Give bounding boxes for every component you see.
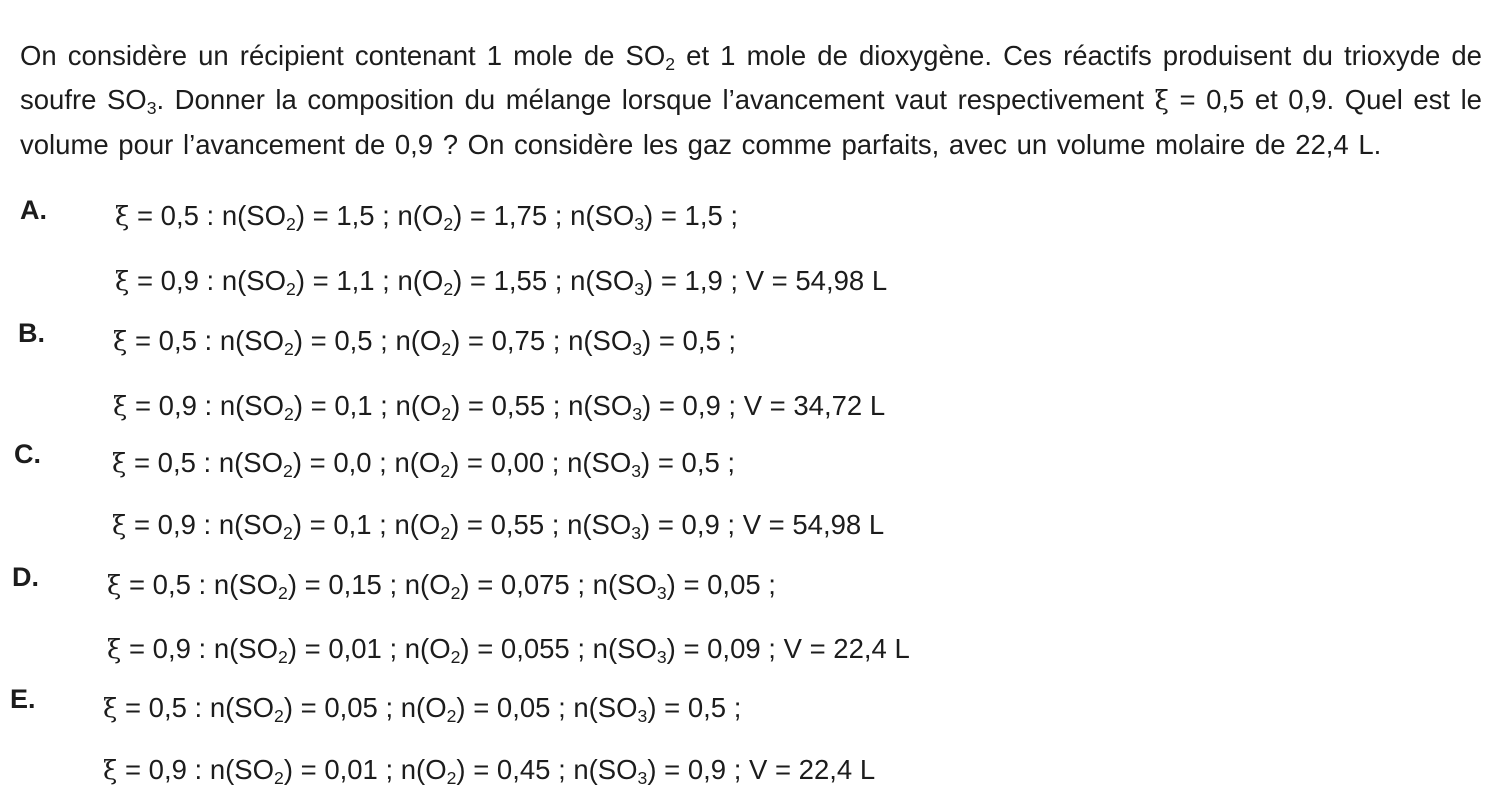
n-so3-value: 1,9 bbox=[684, 265, 723, 296]
so3-subscript: 3 bbox=[637, 705, 648, 726]
equals-sign: = bbox=[121, 569, 153, 600]
xi-symbol: ξ bbox=[1154, 85, 1169, 116]
o2-subscript: 2 bbox=[446, 767, 457, 788]
n-so3-value: 0,05 bbox=[707, 569, 761, 600]
n-o2-label: n(O bbox=[397, 200, 444, 231]
n-o2-value: 0,05 bbox=[496, 692, 551, 723]
so2-subscript: 2 bbox=[665, 53, 676, 74]
so3-subscript: 3 bbox=[656, 646, 667, 667]
option-d-line-2 bbox=[107, 634, 910, 665]
n-so2-label: n(SO bbox=[213, 569, 279, 600]
n-o2-label: n(O bbox=[397, 265, 444, 296]
xi-value: 0,5 bbox=[152, 569, 191, 600]
equals-sign: ) = bbox=[644, 200, 685, 231]
n-so2-label: n(SO bbox=[219, 325, 285, 356]
equals-sign: ) = bbox=[287, 633, 329, 664]
n-o2-label: n(O bbox=[400, 754, 447, 785]
so2-subscript: 2 bbox=[286, 278, 296, 299]
n-so2-value: 0,0 bbox=[333, 447, 372, 478]
so3-subscript: 3 bbox=[634, 278, 645, 299]
so2-subscript: 2 bbox=[284, 338, 294, 359]
xi-symbol: ξ bbox=[107, 571, 122, 601]
line-tail: ; bbox=[719, 447, 736, 478]
equals-sign: ) = bbox=[456, 692, 497, 723]
question-part-2: et 1 mole de dioxygène. Ces réactifs produisent du trioxyde de soufre SO bbox=[20, 39, 1482, 115]
n-o2-label: n(O bbox=[404, 633, 451, 664]
equals-sign: ) = bbox=[644, 265, 685, 296]
colon-separator: : bbox=[190, 569, 214, 600]
separator: ; bbox=[381, 633, 405, 664]
equals-sign: = bbox=[129, 200, 161, 231]
option-e-line-2 bbox=[103, 755, 875, 786]
xi-symbol: ξ bbox=[113, 327, 128, 357]
n-so3-label: n(SO bbox=[592, 633, 657, 664]
separator: ; bbox=[374, 265, 398, 296]
equals-sign: ) = bbox=[647, 754, 688, 785]
colon-separator: : bbox=[196, 390, 220, 421]
xi-symbol: ξ bbox=[113, 392, 128, 422]
equals-sign: ) = bbox=[293, 390, 335, 421]
so3-subscript: 3 bbox=[631, 460, 642, 481]
colon-separator: : bbox=[195, 447, 219, 478]
o2-subscript: 2 bbox=[450, 646, 461, 667]
o2-subscript: 2 bbox=[440, 522, 451, 543]
n-o2-label: n(O bbox=[404, 569, 451, 600]
equals-sign: ) = bbox=[641, 509, 682, 540]
option-e-letter: E. bbox=[10, 684, 36, 714]
equals-sign: ) = bbox=[460, 569, 501, 600]
n-so2-value: 0,1 bbox=[333, 509, 372, 540]
so2-subscript: 2 bbox=[274, 767, 284, 788]
equals-sign: ) = bbox=[451, 390, 492, 421]
n-so3-value: 0,5 bbox=[681, 447, 720, 478]
separator: ; bbox=[545, 390, 569, 421]
o2-subscript: 2 bbox=[443, 213, 454, 234]
o2-subscript: 2 bbox=[446, 705, 457, 726]
line-tail: ; V = 54,98 L bbox=[722, 265, 888, 296]
xi-value: 0,9 bbox=[152, 633, 191, 664]
n-so2-label: n(SO bbox=[219, 390, 285, 421]
option-b-letter: B. bbox=[18, 318, 45, 348]
n-o2-label: n(O bbox=[400, 692, 447, 723]
so2-subscript: 2 bbox=[283, 460, 293, 481]
option-c-line-1 bbox=[112, 448, 735, 479]
xi-symbol: ξ bbox=[112, 449, 127, 479]
n-so3-label: n(SO bbox=[573, 754, 638, 785]
line-tail: ; V = 22,4 L bbox=[760, 633, 910, 664]
separator: ; bbox=[547, 265, 571, 296]
separator: ; bbox=[372, 390, 396, 421]
line-tail: ; V = 34,72 L bbox=[720, 390, 886, 421]
option-a-line-2 bbox=[115, 266, 887, 297]
separator: ; bbox=[544, 509, 568, 540]
n-so3-value: 1,5 bbox=[684, 200, 723, 231]
equals-sign: ) = bbox=[292, 447, 334, 478]
separator: ; bbox=[381, 569, 405, 600]
question-text bbox=[20, 34, 1482, 167]
n-o2-label: n(O bbox=[394, 447, 441, 478]
option-d-line-1 bbox=[107, 570, 776, 601]
n-so2-value: 0,15 bbox=[328, 569, 382, 600]
n-so2-label: n(SO bbox=[218, 509, 284, 540]
option-c-letter: C. bbox=[14, 439, 41, 469]
separator: ; bbox=[374, 200, 398, 231]
o2-subscript: 2 bbox=[440, 460, 451, 481]
equals-sign: ) = bbox=[460, 633, 501, 664]
colon-separator: : bbox=[196, 325, 220, 356]
xi-symbol: ξ bbox=[107, 635, 122, 665]
separator: ; bbox=[371, 447, 395, 478]
colon-separator: : bbox=[195, 509, 219, 540]
so2-subscript: 2 bbox=[286, 213, 296, 234]
so3-subscript: 3 bbox=[656, 582, 667, 603]
so3-subscript: 3 bbox=[634, 213, 645, 234]
equals-sign: = bbox=[121, 633, 153, 664]
line-tail: ; bbox=[726, 692, 742, 723]
equals-sign: ) = bbox=[295, 200, 337, 231]
equals-sign: ) = bbox=[283, 754, 325, 785]
n-so3-label: n(SO bbox=[573, 692, 638, 723]
n-so3-label: n(SO bbox=[567, 509, 632, 540]
xi-value: 0,9 bbox=[148, 754, 187, 785]
so3-subscript: 3 bbox=[631, 522, 642, 543]
equals-sign: = bbox=[117, 754, 149, 785]
n-o2-value: 0,00 bbox=[490, 447, 545, 478]
xi-value: 0,9 bbox=[157, 509, 196, 540]
n-o2-value: 0,55 bbox=[490, 509, 545, 540]
n-so3-label: n(SO bbox=[567, 447, 632, 478]
n-so2-label: n(SO bbox=[221, 265, 287, 296]
n-so3-value: 0,09 bbox=[707, 633, 761, 664]
separator: ; bbox=[550, 692, 574, 723]
n-so2-label: n(SO bbox=[218, 447, 284, 478]
n-o2-value: 0,45 bbox=[496, 754, 551, 785]
line-tail: ; V = 54,98 L bbox=[719, 509, 885, 540]
question-part-3: . Donner la composition du mélange lorsque l’avancement vaut respectivement bbox=[156, 83, 1155, 115]
n-o2-value: 0,55 bbox=[491, 390, 546, 421]
option-b-line-2 bbox=[113, 391, 885, 422]
n-so2-value: 0,01 bbox=[324, 754, 378, 785]
xi-value: 0,5 bbox=[158, 325, 197, 356]
so2-subscript: 2 bbox=[278, 582, 288, 603]
equals-sign: ) = bbox=[456, 754, 497, 785]
n-so3-value: 0,9 bbox=[682, 390, 721, 421]
n-so2-value: 0,1 bbox=[334, 390, 373, 421]
option-a-line-1 bbox=[115, 201, 738, 232]
o2-subscript: 2 bbox=[443, 278, 454, 299]
n-so3-value: 0,5 bbox=[682, 325, 721, 356]
separator: ; bbox=[569, 633, 593, 664]
xi-value: 0,5 bbox=[160, 200, 199, 231]
equals-sign: ) = bbox=[450, 509, 491, 540]
n-so3-label: n(SO bbox=[568, 390, 633, 421]
n-so2-value: 1,1 bbox=[336, 265, 375, 296]
so3-subscript: 3 bbox=[637, 767, 648, 788]
separator: ; bbox=[544, 447, 568, 478]
n-so2-label: n(SO bbox=[221, 200, 287, 231]
colon-separator: : bbox=[198, 200, 222, 231]
separator: ; bbox=[569, 569, 593, 600]
equals-sign: ) = bbox=[647, 692, 688, 723]
separator: ; bbox=[377, 692, 401, 723]
equals-sign: = bbox=[126, 509, 158, 540]
colon-separator: : bbox=[190, 633, 214, 664]
line-tail: ; bbox=[720, 325, 737, 356]
so2-subscript: 2 bbox=[283, 522, 293, 543]
separator: ; bbox=[372, 325, 396, 356]
n-o2-label: n(O bbox=[395, 325, 442, 356]
colon-separator: : bbox=[198, 265, 222, 296]
n-so3-label: n(SO bbox=[568, 325, 633, 356]
xi-symbol: ξ bbox=[115, 202, 130, 232]
equals-sign: ) = bbox=[453, 265, 494, 296]
separator: ; bbox=[550, 754, 574, 785]
n-so3-value: 0,9 bbox=[681, 509, 720, 540]
equals-sign: = bbox=[117, 692, 149, 723]
equals-sign: ) = bbox=[666, 569, 708, 600]
equals-sign: ) = bbox=[666, 633, 708, 664]
option-d-letter: D. bbox=[12, 562, 39, 592]
equals-sign: ) = bbox=[451, 325, 492, 356]
xi-value: 0,5 bbox=[157, 447, 196, 478]
so3-subscript: 3 bbox=[632, 403, 643, 424]
colon-separator: : bbox=[186, 754, 210, 785]
xi-symbol: ξ bbox=[103, 756, 118, 786]
n-so3-value: 0,9 bbox=[687, 754, 727, 785]
n-so3-label: n(SO bbox=[570, 200, 635, 231]
so2-subscript: 2 bbox=[284, 403, 294, 424]
equals-sign: = bbox=[127, 325, 159, 356]
equals-sign: ) = bbox=[292, 509, 334, 540]
equals-sign: ) = bbox=[283, 692, 325, 723]
n-so2-label: n(SO bbox=[209, 692, 275, 723]
so2-subscript: 2 bbox=[278, 646, 288, 667]
so2-subscript: 2 bbox=[274, 705, 284, 726]
n-o2-value: 0,075 bbox=[500, 569, 570, 600]
xi-value: 0,5 bbox=[148, 692, 187, 723]
equals-sign: = bbox=[129, 265, 161, 296]
colon-separator: : bbox=[186, 692, 210, 723]
equals-sign: = bbox=[126, 447, 158, 478]
equals-sign: ) = bbox=[641, 447, 682, 478]
n-o2-label: n(O bbox=[395, 390, 442, 421]
option-c-line-2 bbox=[112, 510, 884, 541]
line-tail: ; V = 22,4 L bbox=[726, 754, 876, 785]
equals-sign: ) = bbox=[642, 325, 683, 356]
option-e-line-1 bbox=[103, 693, 741, 724]
o2-subscript: 2 bbox=[441, 403, 452, 424]
xi-value: 0,9 bbox=[160, 265, 199, 296]
so3-subscript: 3 bbox=[632, 338, 643, 359]
n-so2-value: 0,01 bbox=[328, 633, 382, 664]
question-part-4: = 0,5 et 0,9. Quel est le volume pour l’avancement de 0,9 ? On considère les gaz comme parfaits, avec un volume molaire de 22,4 L. bbox=[20, 83, 1482, 160]
xi-value: 0,9 bbox=[158, 390, 197, 421]
equals-sign: ) = bbox=[642, 390, 683, 421]
separator: ; bbox=[377, 754, 401, 785]
n-so2-value: 0,05 bbox=[324, 692, 378, 723]
line-tail: ; bbox=[722, 200, 739, 231]
n-so2-value: 1,5 bbox=[336, 200, 375, 231]
separator: ; bbox=[545, 325, 569, 356]
n-o2-value: 0,055 bbox=[500, 633, 570, 664]
o2-subscript: 2 bbox=[441, 338, 452, 359]
o2-subscript: 2 bbox=[450, 582, 461, 603]
n-so3-label: n(SO bbox=[570, 265, 635, 296]
n-so2-label: n(SO bbox=[213, 633, 279, 664]
equals-sign: ) = bbox=[453, 200, 494, 231]
option-b-line-1 bbox=[113, 326, 736, 357]
separator: ; bbox=[371, 509, 395, 540]
question-part-1: On considère un récipient contenant 1 mole de SO bbox=[20, 39, 666, 71]
n-o2-value: 1,75 bbox=[493, 200, 548, 231]
xi-symbol: ξ bbox=[115, 267, 130, 297]
equals-sign: ) = bbox=[293, 325, 335, 356]
n-o2-value: 1,55 bbox=[493, 265, 548, 296]
n-o2-value: 0,75 bbox=[491, 325, 546, 356]
xi-symbol: ξ bbox=[112, 511, 127, 541]
line-tail: ; bbox=[760, 569, 776, 600]
n-so2-value: 0,5 bbox=[334, 325, 373, 356]
n-o2-label: n(O bbox=[394, 509, 441, 540]
equals-sign: ) = bbox=[287, 569, 329, 600]
n-so2-label: n(SO bbox=[209, 754, 275, 785]
separator: ; bbox=[547, 200, 571, 231]
equals-sign: = bbox=[127, 390, 159, 421]
n-so3-label: n(SO bbox=[592, 569, 657, 600]
equals-sign: ) = bbox=[295, 265, 337, 296]
option-a-letter: A. bbox=[20, 195, 47, 225]
so3-subscript: 3 bbox=[146, 97, 157, 118]
n-so3-value: 0,5 bbox=[687, 692, 727, 723]
equals-sign: ) = bbox=[450, 447, 491, 478]
xi-symbol: ξ bbox=[103, 694, 118, 724]
